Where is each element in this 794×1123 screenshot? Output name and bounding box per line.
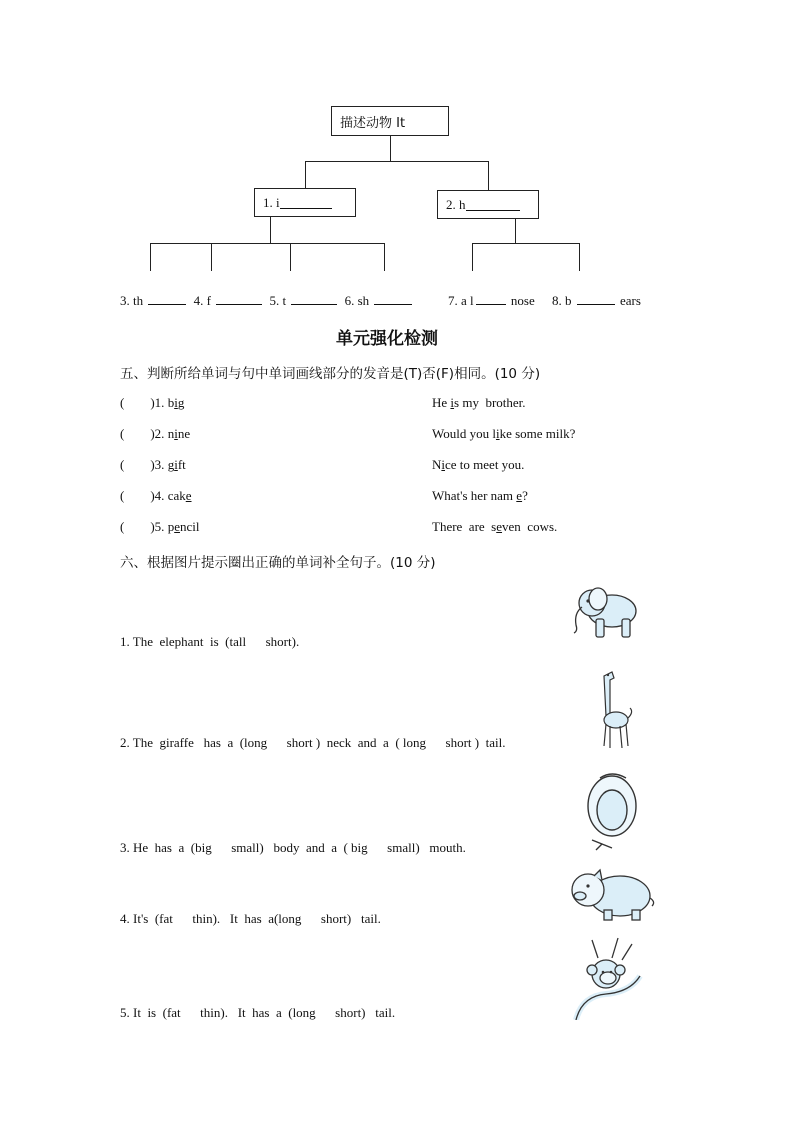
tree-connector: [390, 136, 391, 162]
example-sentence: Nice to meet you.: [432, 457, 525, 472]
answer-blank[interactable]: [280, 196, 332, 209]
answer-blank[interactable]: [374, 292, 412, 305]
section-6-title: 六、根据图片提示圈出正确的单词补全句子。(10 分): [120, 555, 436, 571]
answer-bracket[interactable]: ( )1. big: [120, 395, 185, 410]
tree-connector: [579, 243, 580, 271]
tree-branch-2-box: [437, 190, 539, 219]
target-word: pencil: [167, 519, 200, 534]
tree-connector: [305, 161, 488, 162]
answer-blank[interactable]: [216, 292, 262, 305]
unit-title: 单元强化检测: [336, 329, 438, 349]
tree-root-label: 描述动物 It: [340, 115, 406, 131]
question-6-2: 2. The giraffe has a (long short ) neck and a ( long short ) tail.: [120, 735, 506, 750]
answer-blank[interactable]: [291, 292, 337, 305]
leaf-6: 6. sh: [345, 293, 415, 308]
leaf-4: 4. f: [194, 293, 265, 308]
tree-root-box: [331, 106, 449, 136]
answer-blank[interactable]: [466, 198, 520, 211]
tree-leaf-row: [120, 292, 414, 309]
tree-connector: [515, 219, 516, 244]
target-word: big: [167, 395, 185, 410]
question-6-3: 3. He has a (big small) body and a ( big small) mouth.: [120, 840, 466, 855]
shouting-man-icon: [582, 768, 640, 854]
section-5-title: 五、判断所给单词与句中单词画线部分的发音是(T)否(F)相同。(10 分): [120, 366, 541, 382]
tree-connector: [150, 243, 385, 244]
leaf-8: 8. b ears: [551, 293, 641, 308]
tree-connector: [290, 243, 291, 271]
leaf-5: 5. t: [269, 293, 339, 308]
answer-bracket[interactable]: ( )5. pencil: [120, 519, 200, 534]
pig-icon: [564, 866, 658, 924]
tree-connector: [150, 243, 151, 271]
question-6-1: 1. The elephant is (tall short).: [120, 634, 300, 649]
example-sentence: Would you like some milk?: [432, 426, 576, 441]
question-6-4: 4. It's (fat thin). It has a(long short) tail.: [120, 911, 381, 926]
tree-leaf-row-right: [448, 292, 641, 309]
tree-branch-1-label: 1. i: [263, 194, 280, 210]
tree-connector: [211, 243, 212, 271]
elephant-icon: [566, 581, 642, 643]
tree-branch-1-box: [254, 188, 356, 217]
tree-connector: [305, 161, 306, 188]
target-word: nine: [167, 426, 191, 441]
tree-connector: [488, 161, 489, 190]
answer-blank[interactable]: [476, 292, 506, 305]
question-6-5: 5. It is (fat thin). It has a (long short) tail.: [120, 1005, 396, 1020]
example-sentence: There are seven cows.: [432, 519, 558, 534]
leaf-3: 3. th: [120, 293, 188, 308]
tree-branch-2-label: 2. h: [446, 196, 466, 212]
leaf-7: 7. a l nose: [448, 293, 535, 308]
tree-connector: [384, 243, 385, 271]
example-sentence: What's her nam e?: [432, 488, 528, 503]
target-word: gift: [167, 457, 186, 472]
answer-blank[interactable]: [148, 292, 186, 305]
answer-bracket[interactable]: ( )2. nine: [120, 426, 191, 441]
answer-bracket[interactable]: ( )3. gift: [120, 457, 186, 472]
answer-bracket[interactable]: ( )4. cake: [120, 488, 192, 503]
tree-connector: [472, 243, 473, 271]
tree-connector: [270, 217, 271, 244]
tree-connector: [472, 243, 580, 244]
giraffe-icon: [596, 666, 636, 750]
answer-blank[interactable]: [577, 292, 615, 305]
target-word: cake: [167, 488, 192, 503]
monkey-icon: [572, 936, 644, 1020]
example-sentence: He is my brother.: [432, 395, 526, 410]
